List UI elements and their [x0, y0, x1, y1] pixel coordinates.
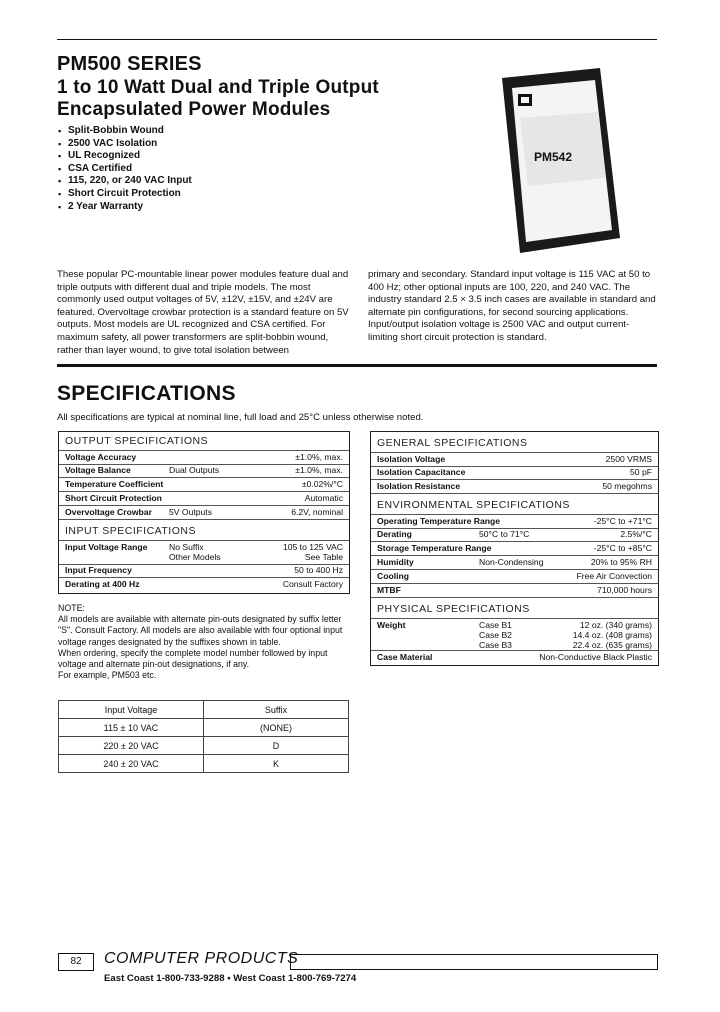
output-input-spec-box: [58, 431, 350, 594]
note-text: All models are available with alternate pin-outs designated by suffix letter "S". Consult Factory. All models are also available with four optional input voltage ranges designated by the suffixes shown in table.: [58, 614, 343, 647]
spec-value: Consult Factory: [282, 579, 343, 589]
spec-condition: Non-Condensing: [479, 557, 544, 567]
feature-item: ▪ Short Circuit Protection: [58, 188, 192, 201]
spec-row: [59, 478, 349, 492]
column-header: Suffix: [204, 701, 349, 719]
physical-spec-title: PHYSICAL SPECIFICATIONS: [377, 603, 530, 615]
spec-row: [371, 556, 658, 570]
spec-condition: Case B3: [479, 640, 512, 650]
spec-label: Isolation Resistance: [377, 481, 461, 491]
spec-row: [371, 618, 658, 651]
feature-item: ▪ CSA Certified: [58, 163, 192, 176]
table-header-row: [59, 701, 349, 719]
spec-value: ±1.0%, max.: [295, 465, 343, 475]
spec-row: [59, 540, 349, 565]
spec-value: 50 megohms: [602, 481, 652, 491]
footer-phones: East Coast 1-800-733-9288 • West Coast 1-800-769-7274: [104, 973, 357, 984]
spec-condition: Case B2: [479, 630, 512, 640]
spec-value: 20% to 95% RH: [590, 557, 652, 567]
spec-row: [371, 651, 658, 664]
spec-value: 710,000 hours: [597, 585, 652, 595]
spec-label: Weight: [377, 620, 406, 630]
spec-label: Operating Temperature Range: [377, 516, 501, 526]
spec-row: [371, 514, 658, 529]
spec-value: ±1.0%, max.: [295, 452, 343, 462]
spec-value: 6.2V, nominal: [291, 507, 343, 517]
spec-value: 22.4 oz. (635 grams): [572, 640, 652, 650]
page-number: 82: [70, 956, 82, 967]
section-rule: [57, 364, 657, 367]
spec-label: Derating: [377, 529, 412, 539]
top-rule: [57, 39, 657, 40]
intro-col-2: primary and secondary. Standard input voltage is 115 VAC at 50 to 400 Hz; other optional inputs are 100, 220, and 240 VAC. The industry standard 2.5 × 3.5 inch cases are available in standard and alternate pin configurations, for second sourcing applications. Input/output isolation voltage is 2500 VAC and output current-limiting short circuit protection is standard.: [368, 269, 656, 343]
spec-label: Input Frequency: [65, 565, 132, 575]
spec-row: [371, 584, 658, 598]
column-header: Input Voltage: [59, 701, 204, 719]
input-spec-title: INPUT SPECIFICATIONS: [65, 525, 196, 537]
spec-value: 12 oz. (340 grams): [579, 620, 652, 630]
feature-item: ▪ 2 Year Warranty: [58, 201, 192, 214]
spec-label: Input Voltage Range: [65, 542, 148, 552]
spec-row: [59, 564, 349, 578]
spec-row: [371, 542, 658, 556]
spec-value: ±0.02%/°C: [301, 479, 343, 489]
spec-row: [371, 528, 658, 542]
intro-col-1: These popular PC-mountable linear power modules feature dual and triple outputs with different dual and triple models. The most commonly used output voltages of 5V, ±12V, ±15V, and ±24V are featured. Overvoltage crowbar protection is a standard feature on 5V outputs. Most models are UL recognized and CSA certified. For maximum safety, all power transformers are split-bobbin wound, rather than layer wound, to give total isolation between: [57, 269, 349, 356]
spec-label: Cooling: [377, 571, 409, 581]
feature-item: ▪ 115, 220, or 240 VAC Input: [58, 175, 192, 188]
spec-label: Case Material: [377, 652, 433, 662]
spec-value: -25°C to +71°C: [593, 516, 652, 526]
spec-label: Voltage Balance: [65, 465, 131, 475]
table-cell: K: [204, 755, 349, 773]
series-title: PM500 SERIES: [57, 53, 202, 75]
spec-row: [371, 452, 658, 467]
table-row: [59, 737, 349, 755]
title-line-2: Encapsulated Power Modules: [57, 99, 331, 120]
spec-condition: Case B1: [479, 620, 512, 630]
table-cell: 240 ± 20 VAC: [59, 755, 204, 773]
spec-value: 50 to 400 Hz: [294, 565, 343, 575]
spec-row: [59, 578, 349, 591]
spec-value: 2500 VRMS: [605, 454, 652, 464]
spec-value: Free Air Convection: [576, 571, 652, 581]
spec-label: Storage Temperature Range: [377, 543, 492, 553]
spec-condition: No Suffix: [169, 542, 204, 552]
spec-value: See Table: [304, 552, 343, 562]
spec-row: [59, 450, 349, 465]
footer-brand: COMPUTER PRODUCTS: [104, 950, 299, 967]
note-text: For example, PM503 etc.: [58, 670, 157, 681]
spec-label: Isolation Capacitance: [377, 467, 466, 477]
spec-row: [59, 506, 349, 520]
spec-condition: Dual Outputs: [169, 465, 220, 475]
module-label: PM542: [534, 150, 573, 164]
feature-item: ▪ 2500 VAC Isolation: [58, 138, 192, 151]
feature-item: ▪ UL Recognized: [58, 150, 192, 163]
feature-list: [58, 125, 192, 213]
spec-condition: Other Models: [169, 552, 221, 562]
table-row: [59, 755, 349, 773]
spec-label: Derating at 400 Hz: [65, 579, 140, 589]
footer-bar: [290, 954, 658, 970]
title-line-1: 1 to 10 Watt Dual and Triple Output: [57, 77, 379, 98]
spec-row: [59, 464, 349, 478]
table-cell: (NONE): [204, 719, 349, 737]
spec-row: [371, 570, 658, 584]
spec-row: [59, 492, 349, 506]
general-env-phys-spec-box: [370, 431, 659, 666]
environmental-spec-title: ENVIRONMENTAL SPECIFICATIONS: [377, 499, 570, 511]
spec-row: [371, 480, 658, 494]
spec-label: Temperature Coefficient: [65, 479, 164, 489]
suffix-table: [58, 700, 349, 773]
spec-condition: 50°C to 71°C: [479, 529, 530, 539]
spec-value: Non-Conductive Black Plastic: [539, 652, 652, 662]
table-cell: D: [204, 737, 349, 755]
table-cell: 220 ± 20 VAC: [59, 737, 204, 755]
spec-label: Isolation Voltage: [377, 454, 446, 464]
spec-value: 14.4 oz. (408 grams): [572, 630, 652, 640]
general-spec-title: GENERAL SPECIFICATIONS: [377, 437, 528, 449]
spec-value: 105 to 125 VAC: [282, 542, 343, 552]
note-title: NOTE:: [58, 603, 85, 613]
spec-label: MTBF: [377, 585, 401, 595]
spec-condition: 5V Outputs: [169, 507, 212, 517]
note-block: [58, 603, 350, 681]
spec-label: Overvoltage Crowbar: [65, 507, 152, 517]
spec-value: 2.5%/°C: [620, 529, 652, 539]
table-cell: 115 ± 10 VAC: [59, 719, 204, 737]
specifications-heading: SPECIFICATIONS: [57, 382, 236, 405]
spec-value: 50 pF: [630, 467, 652, 477]
spec-value: Automatic: [304, 493, 343, 503]
note-text: When ordering, specify the complete model number followed by input voltage and alternate pin-out designations, if any.: [58, 647, 328, 670]
page-number-box: [58, 953, 94, 971]
spec-row: [371, 466, 658, 480]
feature-item: ▪ Split-Bobbin Wound: [58, 125, 192, 138]
table-row: [59, 719, 349, 737]
spec-value: -25°C to +85°C: [593, 543, 652, 553]
product-image: [490, 58, 630, 258]
spec-label: Humidity: [377, 557, 414, 567]
spec-label: Short Circuit Protection: [65, 493, 162, 503]
output-spec-title: OUTPUT SPECIFICATIONS: [65, 435, 209, 447]
spec-label: Voltage Accuracy: [65, 452, 137, 462]
specifications-subtitle: All specifications are typical at nominal line, full load and 25°C unless otherwise noted.: [57, 412, 424, 423]
